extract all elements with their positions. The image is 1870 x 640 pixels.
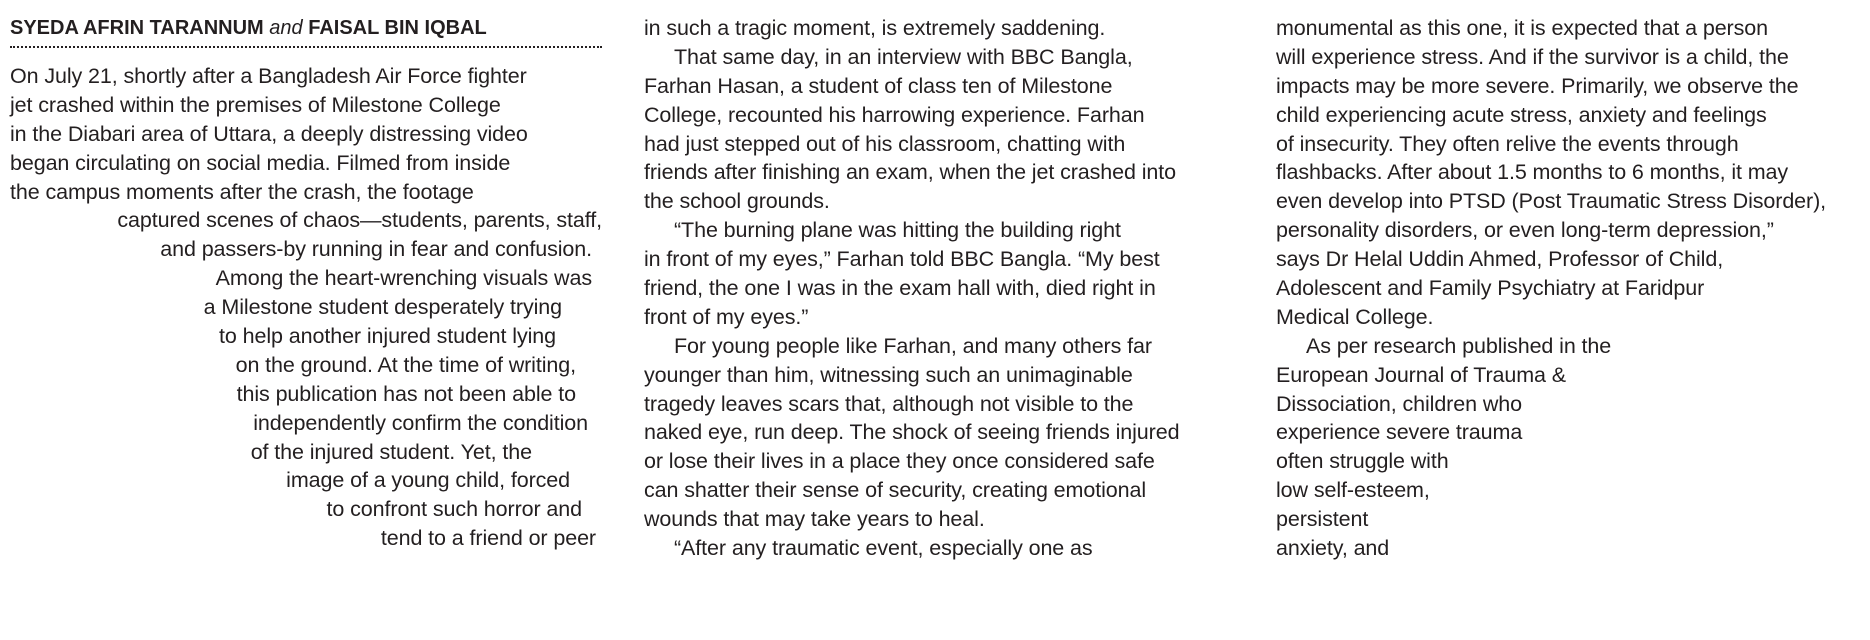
text-line: Dissociation, children who — [1276, 391, 1522, 416]
text-line: jet crashed within the premises of Milestone College — [10, 92, 501, 117]
text-line: can shatter their sense of security, creating emotional — [644, 478, 1146, 503]
text-line: tragedy leaves scars that, although not visible to the — [644, 391, 1134, 416]
text-line: European Journal of Trauma & — [1276, 362, 1567, 387]
text-line: friends after finishing an exam, when the jet crashed into — [644, 160, 1177, 185]
text-line: in front of my eyes,” Farhan told BBC Bangla. “My best — [644, 247, 1160, 272]
text-line: began circulating on social media. Filmed from inside — [10, 150, 511, 175]
text-line: That same day, in an interview with BBC Bangla, — [674, 44, 1133, 69]
byline-author-1: SYEDA AFRIN TARANNUM — [10, 17, 264, 39]
text-line: a Milestone student desperately trying — [203, 295, 562, 320]
text-line: “After any traumatic event, especially one as — [674, 536, 1093, 561]
text-line: low self-esteem, — [1276, 478, 1430, 503]
text-line: will experience stress. And if the survivor is a child, the — [1276, 44, 1789, 69]
text-line: this publication has not been able to — [236, 381, 576, 406]
text-line: and passers-by running in fear and confusion. — [160, 237, 592, 262]
text-line: had just stepped out of his classroom, chatting with — [644, 131, 1126, 156]
text-line: younger than him, witnessing such an unimaginable — [644, 362, 1133, 387]
text-line: to help another injured student lying — [219, 324, 556, 349]
article-column-1 — [10, 14, 602, 553]
text-line: in such a tragic moment, is extremely saddening. — [644, 16, 1106, 40]
text-line: of insecurity. They often relive the events through — [1276, 131, 1739, 156]
column-1-body — [10, 62, 602, 553]
text-line: front of my eyes.” — [644, 304, 809, 329]
text-line: naked eye, run deep. The shock of seeing friends injured — [644, 420, 1180, 445]
text-line: friend, the one I was in the exam hall with, died right in — [644, 276, 1156, 301]
text-line: impacts may be more severe. Primarily, we observe the — [1276, 73, 1799, 98]
text-line: “The burning plane was hitting the building right — [674, 218, 1121, 243]
text-line: For young people like Farhan, and many others far — [674, 333, 1152, 358]
text-line: independently confirm the condition — [253, 410, 588, 435]
text-line: of the injured student. Yet, the — [250, 439, 532, 464]
byline — [10, 14, 602, 48]
text-line: flashbacks. After about 1.5 months to 6 months, it may — [1276, 160, 1789, 185]
text-line: the school grounds. — [644, 189, 830, 214]
text-line: personality disorders, or even long-term depression,” — [1276, 218, 1774, 243]
article-column-3 — [1276, 14, 1870, 563]
text-line: even develop into PTSD (Post Traumatic Stress Disorder), — [1276, 189, 1827, 214]
text-line: As per research published in the — [1306, 333, 1612, 358]
text-line: or lose their lives in a place they once considered safe — [644, 449, 1155, 474]
article-column-2 — [644, 14, 1244, 563]
text-line: College, recounted his harrowing experience. Farhan — [644, 102, 1145, 127]
byline-conjunction: and — [269, 17, 303, 39]
text-line: monumental as this one, it is expected that a person — [1276, 16, 1768, 40]
text-line: experience severe trauma — [1276, 420, 1523, 445]
text-line: child experiencing acute stress, anxiety and feelings — [1276, 102, 1767, 127]
text-line: Among the heart-wrenching visuals was — [215, 266, 592, 291]
byline-author-2: FAISAL BIN IQBAL — [308, 17, 487, 39]
text-line: captured scenes of chaos—students, parents, staff, — [117, 208, 602, 233]
text-line: image of a young child, forced — [286, 468, 570, 493]
text-line: Medical College. — [1276, 304, 1434, 329]
text-line: Farhan Hasan, a student of class ten of Milestone — [644, 73, 1113, 98]
text-line: tend to a friend or peer — [380, 526, 596, 551]
text-line: on the ground. At the time of writing, — [235, 352, 576, 377]
text-line: the campus moments after the crash, the footage — [10, 179, 474, 204]
text-line: Adolescent and Family Psychiatry at Faridpur — [1276, 276, 1705, 301]
text-line: often struggle with — [1276, 449, 1449, 474]
text-line: anxiety, and — [1276, 536, 1390, 561]
text-line: On July 21, shortly after a Bangladesh Air Force fighter — [10, 64, 527, 88]
text-line: says Dr Helal Uddin Ahmed, Professor of Child, — [1276, 247, 1724, 272]
text-line: to confront such horror and — [326, 497, 582, 522]
text-line: in the Diabari area of Uttara, a deeply distressing video — [10, 121, 528, 146]
text-line: wounds that may take years to heal. — [644, 507, 985, 532]
text-line: persistent — [1276, 507, 1369, 532]
